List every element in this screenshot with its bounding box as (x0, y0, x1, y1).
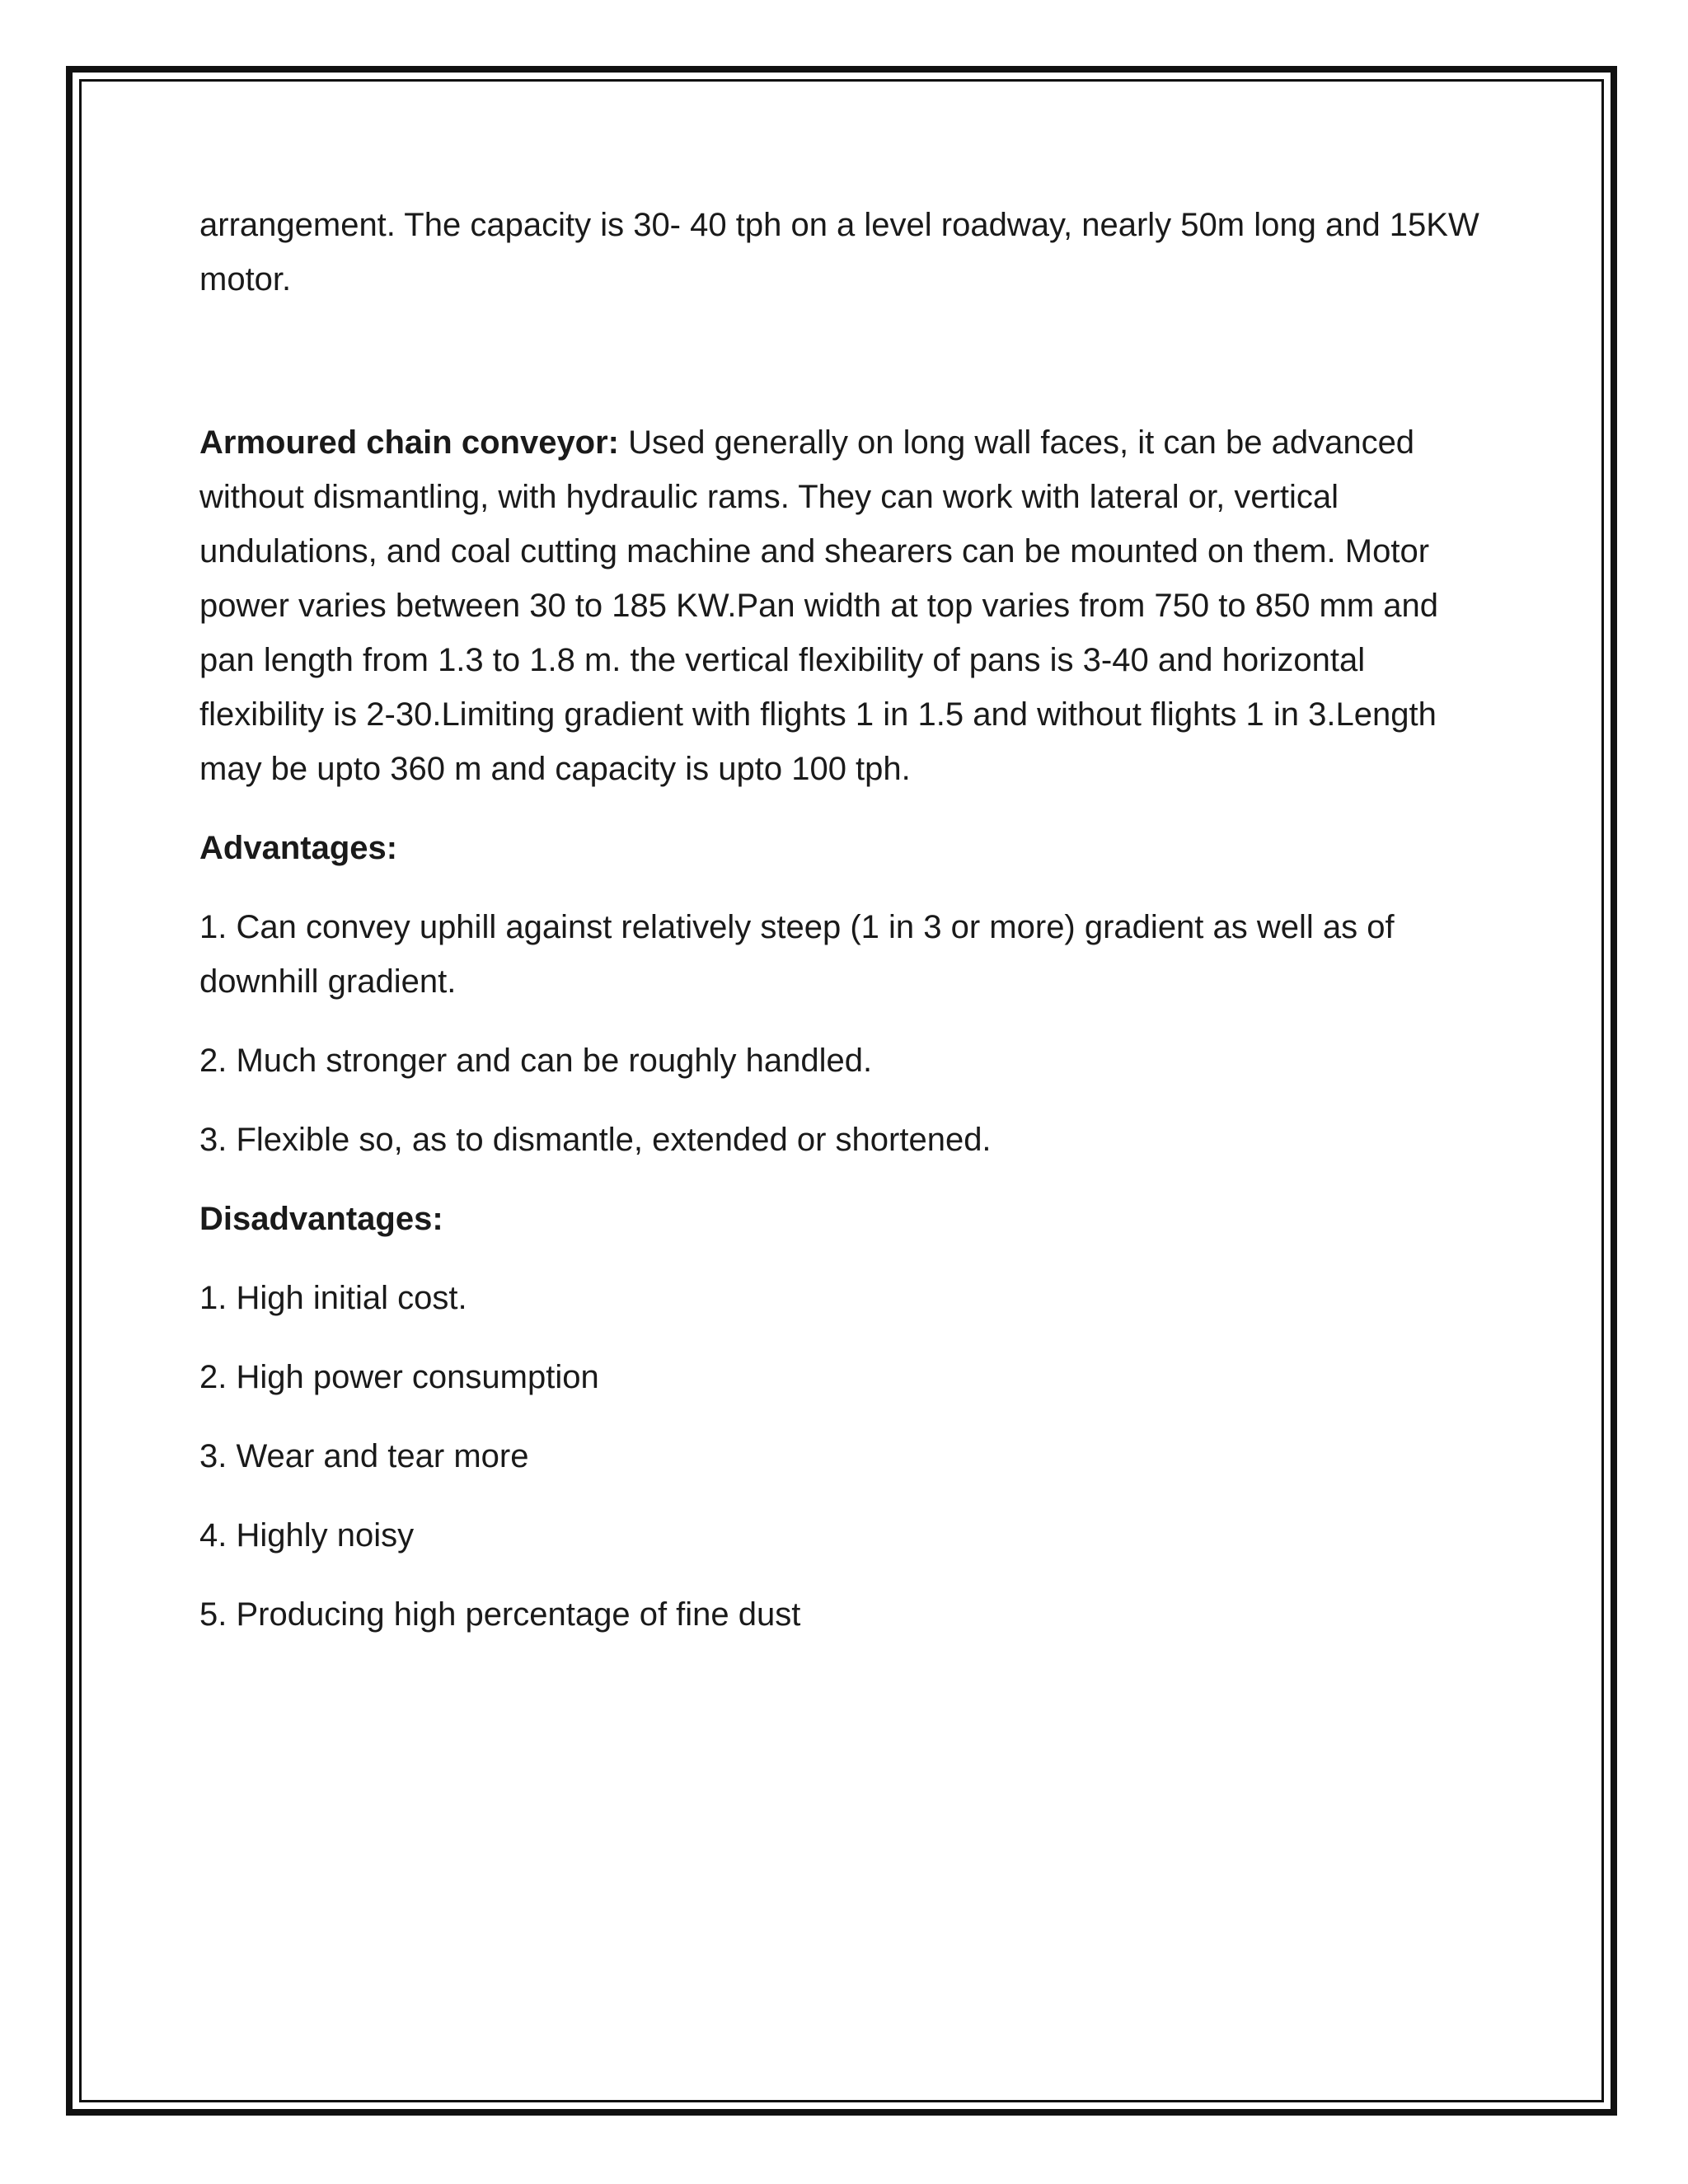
armoured-chain-conveyor-paragraph (199, 415, 1485, 796)
intro-paragraph: arrangement. The capacity is 30- 40 tph on a level roadway, nearly 50m long and 15KW motor. (199, 207, 1479, 298)
item-spacer (199, 1088, 1485, 1113)
disadvantage-item: 2. High power consumption (199, 1359, 599, 1395)
advantage-item: 1. Can convey uphill against relatively steep (1 in 3 or more) gradient as well as of downhill gradient. (199, 909, 1395, 1000)
disadvantage-item: 1. High initial cost. (199, 1280, 467, 1316)
section-spacer (199, 875, 1485, 900)
advantage-item: 2. Much stronger and can be roughly handled. (199, 1043, 873, 1079)
item-spacer (199, 1483, 1485, 1508)
advantage-item: 3. Flexible so, as to dismantle, extended or shortened. (199, 1122, 992, 1158)
disadvantage-item: 3. Wear and tear more (199, 1438, 529, 1474)
section-spacer (199, 796, 1485, 821)
armoured-chain-conveyor-term: Armoured chain conveyor: (199, 424, 620, 461)
section-spacer (199, 307, 1485, 415)
section-spacer (199, 1167, 1485, 1192)
disadvantages-heading: Disadvantages: (199, 1201, 443, 1237)
document-body (199, 198, 1485, 1642)
disadvantage-item: 5. Producing high percentage of fine dust (199, 1596, 801, 1633)
item-spacer (199, 1404, 1485, 1429)
item-spacer (199, 1325, 1485, 1350)
item-spacer (199, 1563, 1485, 1587)
armoured-chain-conveyor-description: Used generally on long wall faces, it can be advanced without dismantling, with hydraulic rams. They can work with lateral or, vertical undulations, and coal cutting machine and shearers can be mounted on them. Motor power varies between 30 to 185 KW.Pan width at top varies from 750 to 850 mm and pan length from 1.3 to 1.8 m. the vertical flexibility of pans is 3-40 and horizontal flexibility is 2-30.Limiting gradient with flights 1 in 1.5 and without flights 1 in 3.Length may be upto 360 m and capacity is upto 100 tph. (199, 424, 1439, 787)
item-spacer (199, 1009, 1485, 1033)
disadvantage-item: 4. Highly noisy (199, 1517, 415, 1554)
advantages-heading: Advantages: (199, 830, 398, 866)
section-spacer (199, 1246, 1485, 1271)
